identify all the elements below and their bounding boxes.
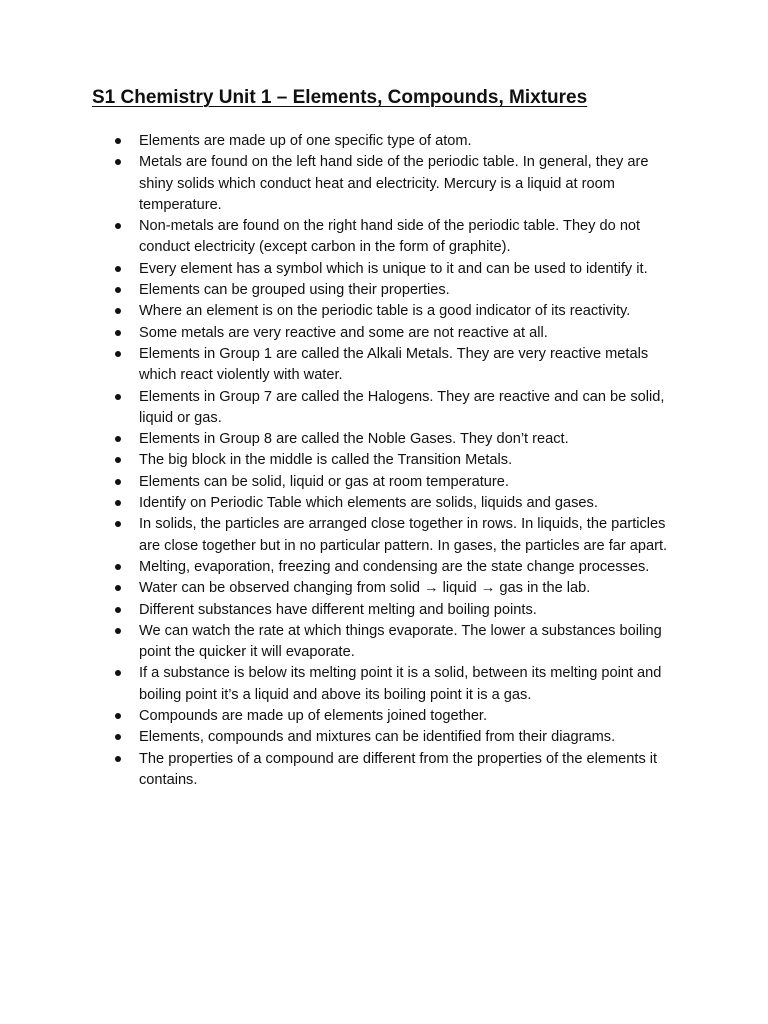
- bullet-icon: [115, 159, 121, 165]
- list-item: [112, 493, 684, 514]
- list-item: [112, 578, 684, 599]
- list-item-text: Elements in Group 8 are called the Noble Gases. They don’t react.: [139, 431, 569, 448]
- list-item: [112, 280, 684, 301]
- list-item: [112, 259, 684, 280]
- list-item-text: If a substance is below its melting point it is a solid, between its melting point and boiling point it’s a liquid and above its boiling point it is a gas.: [139, 665, 662, 703]
- bullet-icon: [115, 351, 121, 357]
- list-item: [112, 387, 684, 430]
- list-item: [112, 621, 684, 664]
- bullet-icon: [115, 436, 121, 442]
- bullet-icon: [115, 308, 121, 314]
- list-item: [112, 131, 684, 152]
- list-item-text: Some metals are very reactive and some are not reactive at all.: [139, 324, 548, 341]
- list-item: [112, 323, 684, 344]
- list-item: [112, 152, 684, 216]
- bullet-icon: [115, 266, 121, 272]
- bullet-icon: [115, 564, 121, 570]
- bullet-icon: [115, 670, 121, 676]
- list-item-text: Elements are made up of one specific type of atom.: [139, 133, 472, 149]
- list-item: [112, 514, 684, 557]
- page-title: S1 Chemistry Unit 1 – Elements, Compounds, Mixtures: [92, 87, 588, 108]
- list-item-text: Every element has a symbol which is unique to it and can be used to identify it.: [139, 260, 648, 277]
- bullet-icon: [115, 500, 121, 506]
- list-item-text: The properties of a compound are different from the properties of the elements it contains.: [139, 750, 658, 788]
- list-item-text: Where an element is on the periodic table is a good indicator of its reactivity.: [139, 303, 631, 320]
- list-item-text: Water can be observed changing from solid → liquid → gas in the lab.: [139, 580, 591, 597]
- list-item-text: Melting, evaporation, freezing and condensing are the state change processes.: [139, 558, 650, 575]
- bullet-icon: [115, 585, 121, 591]
- bullet-icon: [115, 223, 121, 229]
- list-item: [112, 344, 684, 387]
- bullet-icon: [115, 330, 121, 336]
- list-item: [112, 727, 684, 748]
- list-item-text: We can watch the rate at which things evaporate. The lower a substances boiling point the quicker it will evaporate.: [139, 622, 662, 661]
- list-item: [112, 706, 684, 727]
- bullet-icon: [115, 734, 121, 740]
- list-item: [112, 749, 684, 792]
- bullet-icon: [115, 628, 121, 634]
- bullet-icon: [115, 607, 121, 613]
- list-item: [112, 600, 684, 621]
- bullet-icon: [115, 713, 121, 719]
- list-item-text: Identify on Periodic Table which elements are solids, liquids and gases.: [139, 495, 598, 512]
- list-item-text: Elements can be grouped using their properties.: [139, 282, 450, 299]
- bullet-icon: [115, 287, 121, 293]
- list-item: [112, 663, 684, 706]
- bullet-icon: [115, 756, 121, 762]
- list-item: [112, 472, 684, 493]
- list-item-text: Elements, compounds and mixtures can be identified from their diagrams.: [139, 729, 616, 746]
- list-item: [112, 216, 684, 259]
- list-item-text: Different substances have different melting and boiling points.: [139, 601, 537, 618]
- list-item: [112, 450, 684, 471]
- list-item-text: Metals are found on the left hand side of the periodic table. In general, they are shiny solids which conduct heat and electricity. Mercury is a liquid at room temperature.: [139, 154, 649, 213]
- list-item-text: Compounds are made up of elements joined together.: [139, 708, 488, 725]
- list-item-text: Non-metals are found on the right hand side of the periodic table. They do not conduct electricity (except carbon in the form of graphite).: [139, 218, 641, 256]
- list-item-text: In solids, the particles are arranged close together in rows. In liquids, the particles are close together but in no particular pattern. In gases, the particles are far apart.: [139, 516, 668, 554]
- list-item-text: Elements can be solid, liquid or gas at room temperature.: [139, 473, 509, 490]
- list-item: [112, 301, 684, 322]
- bullet-icon: [115, 521, 121, 527]
- list-item: [112, 429, 684, 450]
- bullet-icon: [115, 457, 121, 463]
- list-item-text: Elements in Group 1 are called the Alkali Metals. They are very reactive metals which react violently with water.: [139, 345, 649, 384]
- list-item: [112, 557, 684, 578]
- list-item-text: Elements in Group 7 are called the Halogens. They are reactive and can be solid, liquid or gas.: [139, 388, 665, 426]
- bullet-icon: [115, 138, 121, 144]
- bullet-list: [112, 131, 684, 791]
- bullet-icon: [115, 479, 121, 485]
- list-item-text: The big block in the middle is called the Transition Metals.: [139, 452, 513, 469]
- bullet-icon: [115, 394, 121, 400]
